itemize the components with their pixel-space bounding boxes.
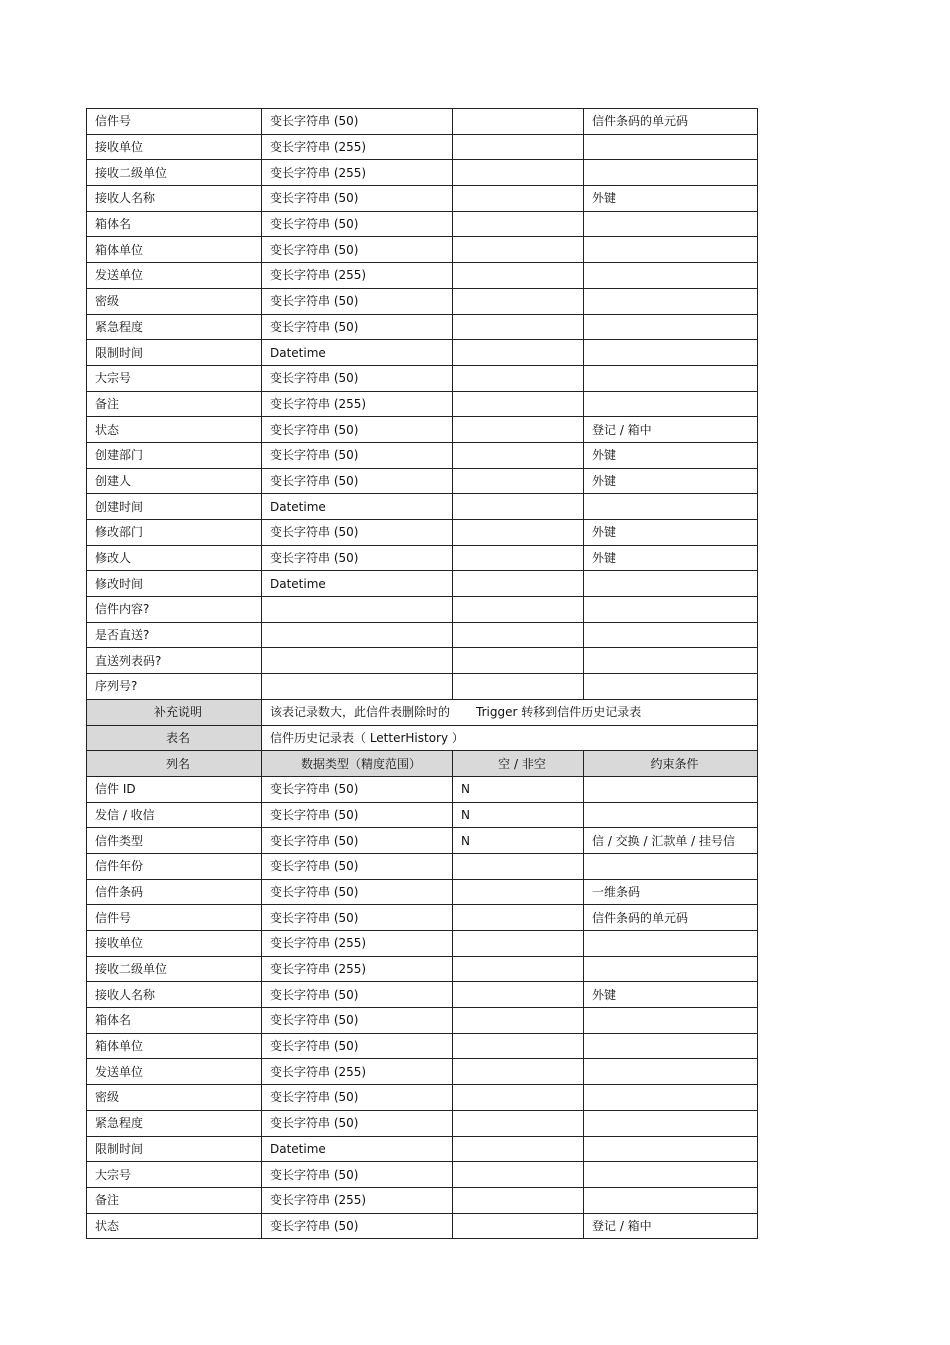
table-row <box>87 597 758 623</box>
nullable-cell <box>453 622 584 648</box>
nullable-cell <box>453 1033 584 1059</box>
data-type-cell: 变长字符串 (50) <box>262 879 453 905</box>
table-row <box>87 905 758 931</box>
data-type-cell: 变长字符串 (255) <box>262 263 453 289</box>
table-row <box>87 1008 758 1034</box>
constraint-cell <box>584 956 758 982</box>
table-row <box>87 314 758 340</box>
constraint-cell: 外键 <box>584 520 758 546</box>
data-type-cell <box>262 674 453 700</box>
nullable-cell <box>453 520 584 546</box>
nullable-cell <box>453 1213 584 1239</box>
nullable-cell: N <box>453 776 584 802</box>
constraint-cell <box>584 622 758 648</box>
table-row <box>87 622 758 648</box>
data-type-cell: 变长字符串 (255) <box>262 391 453 417</box>
letter-table-rows <box>87 109 758 700</box>
nullable-cell <box>453 211 584 237</box>
nullable-cell: N <box>453 828 584 854</box>
column-name-cell: 大宗号 <box>87 365 262 391</box>
data-type-cell: 变长字符串 (255) <box>262 931 453 957</box>
table-row <box>87 776 758 802</box>
column-name-cell: 信件条码 <box>87 879 262 905</box>
constraint-cell <box>584 802 758 828</box>
column-name-cell: 限制时间 <box>87 340 262 366</box>
table-row <box>87 956 758 982</box>
supplement-label: 补充说明 <box>87 699 262 725</box>
table-name-label: 表名 <box>87 725 262 751</box>
column-name-cell: 限制时间 <box>87 1136 262 1162</box>
table-row <box>87 365 758 391</box>
constraint-cell <box>584 648 758 674</box>
constraint-cell <box>584 776 758 802</box>
table-row <box>87 1033 758 1059</box>
nullable-cell <box>453 571 584 597</box>
constraint-cell <box>584 391 758 417</box>
table-row <box>87 134 758 160</box>
column-name-cell: 备注 <box>87 391 262 417</box>
data-type-cell: 变长字符串 (50) <box>262 417 453 443</box>
table-name-value: 信件历史记录表（ LetterHistory ） <box>262 725 758 751</box>
data-type-cell: 变长字符串 (50) <box>262 1110 453 1136</box>
data-type-cell: 变长字符串 (50) <box>262 109 453 135</box>
constraint-cell <box>584 597 758 623</box>
constraint-cell <box>584 237 758 263</box>
table-row <box>87 674 758 700</box>
column-name-cell: 信件号 <box>87 905 262 931</box>
column-name-cell: 修改人 <box>87 545 262 571</box>
column-name-cell: 箱体单位 <box>87 237 262 263</box>
table-row <box>87 1136 758 1162</box>
table-row <box>87 237 758 263</box>
constraint-cell: 一维条码 <box>584 879 758 905</box>
header-data-type: 数据类型（精度范围） <box>262 751 453 777</box>
table-row <box>87 1085 758 1111</box>
data-type-cell: 变长字符串 (50) <box>262 314 453 340</box>
schema-table <box>86 108 758 1239</box>
constraint-cell: 信件条码的单元码 <box>584 109 758 135</box>
nullable-cell <box>453 1162 584 1188</box>
column-name-cell: 箱体名 <box>87 211 262 237</box>
constraint-cell <box>584 1085 758 1111</box>
constraint-cell <box>584 1008 758 1034</box>
data-type-cell: 变长字符串 (50) <box>262 1162 453 1188</box>
data-type-cell: 变长字符串 (50) <box>262 237 453 263</box>
nullable-cell <box>453 1008 584 1034</box>
table-row <box>87 288 758 314</box>
header-constraint: 约束条件 <box>584 751 758 777</box>
table-row <box>87 417 758 443</box>
nullable-cell <box>453 545 584 571</box>
column-name-cell: 状态 <box>87 1213 262 1239</box>
nullable-cell: N <box>453 802 584 828</box>
constraint-cell <box>584 674 758 700</box>
constraint-cell <box>584 1187 758 1213</box>
data-type-cell: 变长字符串 (255) <box>262 134 453 160</box>
table-row <box>87 442 758 468</box>
nullable-cell <box>453 468 584 494</box>
table-row <box>87 520 758 546</box>
table-row <box>87 1059 758 1085</box>
column-name-cell: 信件类型 <box>87 828 262 854</box>
constraint-cell <box>584 1136 758 1162</box>
nullable-cell <box>453 597 584 623</box>
data-type-cell: 变长字符串 (50) <box>262 186 453 212</box>
table-row <box>87 828 758 854</box>
constraint-cell <box>584 931 758 957</box>
data-type-cell: 变长字符串 (50) <box>262 545 453 571</box>
column-name-cell: 箱体名 <box>87 1008 262 1034</box>
column-name-cell: 箱体单位 <box>87 1033 262 1059</box>
nullable-cell <box>453 1187 584 1213</box>
column-name-cell: 修改时间 <box>87 571 262 597</box>
column-name-cell: 接收二级单位 <box>87 160 262 186</box>
column-header-row <box>87 751 758 777</box>
nullable-cell <box>453 340 584 366</box>
nullable-cell <box>453 1085 584 1111</box>
table-row <box>87 263 758 289</box>
table-row <box>87 802 758 828</box>
nullable-cell <box>453 263 584 289</box>
column-name-cell: 接收单位 <box>87 931 262 957</box>
data-type-cell: 变长字符串 (50) <box>262 442 453 468</box>
header-nullable: 空 / 非空 <box>453 751 584 777</box>
data-type-cell: 变长字符串 (50) <box>262 288 453 314</box>
table-row <box>87 1110 758 1136</box>
nullable-cell <box>453 982 584 1008</box>
constraint-cell <box>584 211 758 237</box>
data-type-cell: 变长字符串 (50) <box>262 828 453 854</box>
constraint-cell: 外键 <box>584 545 758 571</box>
table-row <box>87 468 758 494</box>
column-name-cell: 信件号 <box>87 109 262 135</box>
nullable-cell <box>453 956 584 982</box>
table-row <box>87 1162 758 1188</box>
nullable-cell <box>453 237 584 263</box>
data-type-cell: 变长字符串 (50) <box>262 982 453 1008</box>
nullable-cell <box>453 442 584 468</box>
column-name-cell: 发送单位 <box>87 263 262 289</box>
table-row <box>87 391 758 417</box>
column-name-cell: 序列号? <box>87 674 262 700</box>
table-row <box>87 160 758 186</box>
nullable-cell <box>453 391 584 417</box>
column-name-cell: 创建人 <box>87 468 262 494</box>
constraint-cell: 信件条码的单元码 <box>584 905 758 931</box>
constraint-cell <box>584 1059 758 1085</box>
table-row <box>87 853 758 879</box>
nullable-cell <box>453 674 584 700</box>
data-type-cell: Datetime <box>262 1136 453 1162</box>
column-name-cell: 接收单位 <box>87 134 262 160</box>
column-name-cell: 创建部门 <box>87 442 262 468</box>
table-row <box>87 571 758 597</box>
table-name-row <box>87 725 758 751</box>
data-type-cell: Datetime <box>262 340 453 366</box>
constraint-cell: 外键 <box>584 186 758 212</box>
data-type-cell: 变长字符串 (50) <box>262 905 453 931</box>
table-meta <box>87 699 758 776</box>
data-type-cell: 变长字符串 (50) <box>262 776 453 802</box>
constraint-cell <box>584 853 758 879</box>
header-column-name: 列名 <box>87 751 262 777</box>
column-name-cell: 信件年份 <box>87 853 262 879</box>
constraint-cell <box>584 160 758 186</box>
data-type-cell: 变长字符串 (50) <box>262 1008 453 1034</box>
nullable-cell <box>453 134 584 160</box>
column-name-cell: 接收人名称 <box>87 982 262 1008</box>
nullable-cell <box>453 417 584 443</box>
table-row <box>87 982 758 1008</box>
constraint-cell: 信 / 交换 / 汇款单 / 挂号信 <box>584 828 758 854</box>
constraint-cell <box>584 134 758 160</box>
supplement-row <box>87 699 758 725</box>
column-name-cell: 是否直送? <box>87 622 262 648</box>
column-name-cell: 发送单位 <box>87 1059 262 1085</box>
constraint-cell <box>584 263 758 289</box>
nullable-cell <box>453 365 584 391</box>
constraint-cell: 登记 / 箱中 <box>584 1213 758 1239</box>
constraint-cell <box>584 340 758 366</box>
data-type-cell: Datetime <box>262 571 453 597</box>
table-row <box>87 340 758 366</box>
data-type-cell: 变长字符串 (255) <box>262 160 453 186</box>
constraint-cell <box>584 365 758 391</box>
constraint-cell: 外键 <box>584 468 758 494</box>
constraint-cell: 登记 / 箱中 <box>584 417 758 443</box>
constraint-cell <box>584 1033 758 1059</box>
table-row <box>87 186 758 212</box>
constraint-cell <box>584 314 758 340</box>
constraint-cell <box>584 494 758 520</box>
data-type-cell: 变长字符串 (50) <box>262 211 453 237</box>
column-name-cell: 紧急程度 <box>87 1110 262 1136</box>
data-type-cell: 变长字符串 (50) <box>262 853 453 879</box>
data-type-cell: 变长字符串 (50) <box>262 1085 453 1111</box>
nullable-cell <box>453 905 584 931</box>
nullable-cell <box>453 1059 584 1085</box>
data-type-cell: 变长字符串 (50) <box>262 365 453 391</box>
nullable-cell <box>453 853 584 879</box>
table-row <box>87 211 758 237</box>
supplement-text: 该表记录数大，此信件表删除时的 Trigger 转移到信件历史记录表 <box>262 699 758 725</box>
nullable-cell <box>453 879 584 905</box>
constraint-cell: 外键 <box>584 982 758 1008</box>
column-name-cell: 发信 / 收信 <box>87 802 262 828</box>
column-name-cell: 接收二级单位 <box>87 956 262 982</box>
constraint-cell <box>584 1162 758 1188</box>
column-name-cell: 备注 <box>87 1187 262 1213</box>
column-name-cell: 紧急程度 <box>87 314 262 340</box>
data-type-cell <box>262 597 453 623</box>
data-type-cell <box>262 648 453 674</box>
nullable-cell <box>453 1110 584 1136</box>
table-row <box>87 931 758 957</box>
table-row <box>87 1213 758 1239</box>
table-row <box>87 545 758 571</box>
nullable-cell <box>453 186 584 212</box>
constraint-cell: 外键 <box>584 442 758 468</box>
nullable-cell <box>453 494 584 520</box>
nullable-cell <box>453 109 584 135</box>
nullable-cell <box>453 931 584 957</box>
table-row <box>87 494 758 520</box>
data-type-cell <box>262 622 453 648</box>
nullable-cell <box>453 314 584 340</box>
constraint-cell <box>584 571 758 597</box>
data-type-cell: 变长字符串 (255) <box>262 1059 453 1085</box>
nullable-cell <box>453 160 584 186</box>
data-type-cell: 变长字符串 (50) <box>262 1213 453 1239</box>
table-row <box>87 879 758 905</box>
table-row <box>87 648 758 674</box>
column-name-cell: 大宗号 <box>87 1162 262 1188</box>
column-name-cell: 密级 <box>87 288 262 314</box>
constraint-cell <box>584 1110 758 1136</box>
data-type-cell: 变长字符串 (50) <box>262 802 453 828</box>
data-type-cell: 变长字符串 (50) <box>262 468 453 494</box>
column-name-cell: 直送列表码? <box>87 648 262 674</box>
data-type-cell: 变长字符串 (255) <box>262 1187 453 1213</box>
nullable-cell <box>453 648 584 674</box>
nullable-cell <box>453 288 584 314</box>
column-name-cell: 创建时间 <box>87 494 262 520</box>
data-type-cell: Datetime <box>262 494 453 520</box>
data-type-cell: 变长字符串 (50) <box>262 1033 453 1059</box>
column-name-cell: 密级 <box>87 1085 262 1111</box>
column-name-cell: 接收人名称 <box>87 186 262 212</box>
column-name-cell: 信件内容? <box>87 597 262 623</box>
column-name-cell: 信件 ID <box>87 776 262 802</box>
letter-history-rows <box>87 776 758 1238</box>
data-type-cell: 变长字符串 (50) <box>262 520 453 546</box>
nullable-cell <box>453 1136 584 1162</box>
table-row <box>87 1187 758 1213</box>
constraint-cell <box>584 288 758 314</box>
data-type-cell: 变长字符串 (255) <box>262 956 453 982</box>
column-name-cell: 状态 <box>87 417 262 443</box>
table-row <box>87 109 758 135</box>
column-name-cell: 修改部门 <box>87 520 262 546</box>
